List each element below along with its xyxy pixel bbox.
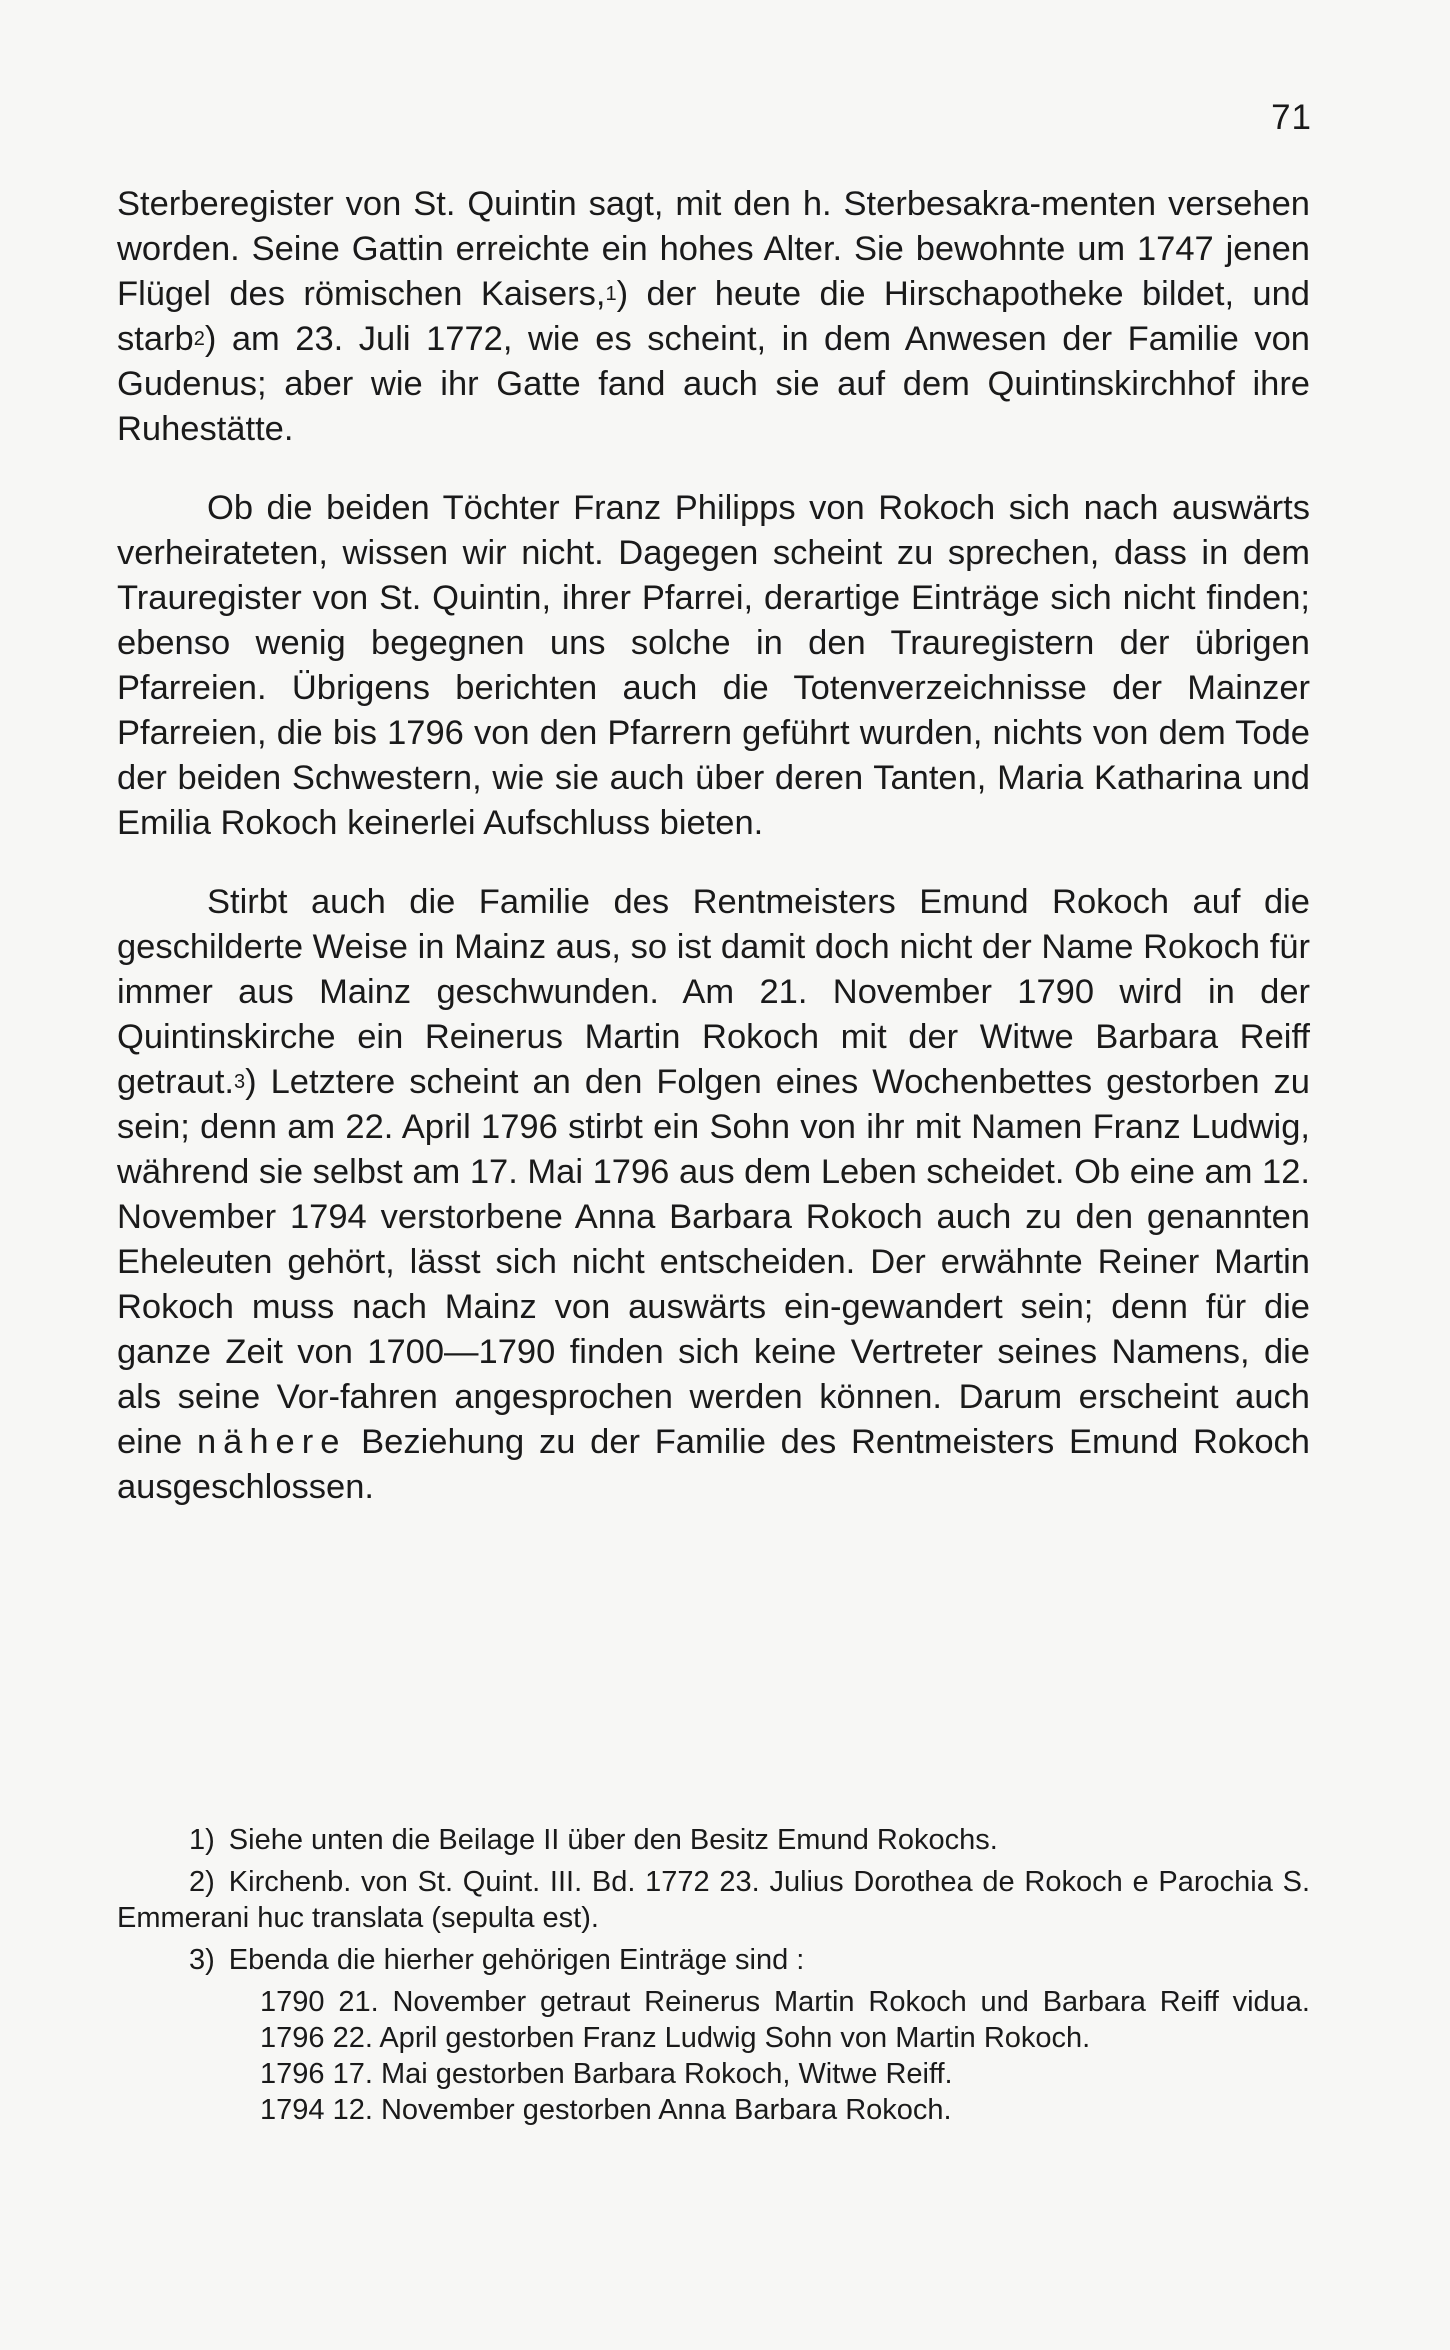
paragraph-1-text-c: ) am 23. Juli 1772, wie es scheint, in dem Anwesen der Familie von Gudenus; aber wie ihr Gatte fand auch sie auf dem Quintinskirchhof ihre Ruhestätte. xyxy=(117,320,1310,448)
footnote-ref-1: 1 xyxy=(605,283,617,305)
paragraph-3-text-a: Stirbt auch die Familie des Rentmeisters Emund Rokoch auf die geschilderte Weise in Mainz aus, so ist damit doch nicht der Name Rokoch für immer aus Mainz geschwunden. Am 21. November 1790 wird in der Quintinskirche ein Reinerus Martin Rokoch mit der Witwe Barbara Reiff getraut. xyxy=(117,883,1310,1101)
paragraph-3 xyxy=(117,880,1310,1510)
footnote-3 xyxy=(117,1942,1310,1978)
footnote-1-text: Siehe unten die Beilage II über den Besitz Emund Rokochs. xyxy=(228,1824,998,1856)
footnote-ref-2: 2 xyxy=(193,328,205,350)
paragraph-3-text-b: ) Letztere scheint an den Folgen eines Wochenbettes gestorben zu sein; denn am 22. April 1796 stirbt ein Sohn von ihr mit Namen Franz Ludwig, während sie selbst am 17. Mai 1796 aus dem Leben scheidet. Ob eine am 12. November 1794 verstorbene Anna Barbara Rokoch auch zu den genannten Eheleuten gehört, lässt sich nicht entscheiden. Der erwähnte Reiner Martin Rokoch muss nach Mainz von auswärts ein-gewandert sein; denn für die ganze Zeit von 1700—1790 finden sich keine Vertreter seines Namens, die als seine Vor-fahren angesprochen werden können. Darum erscheint auch eine xyxy=(117,1063,1310,1461)
footnote-3-text: Ebenda die hierher gehörigen Einträge sind : xyxy=(228,1944,805,1976)
body-text xyxy=(117,182,1310,1544)
footnote-1 xyxy=(117,1822,1310,1858)
emphasized-word: nähere xyxy=(196,1423,347,1461)
footnote-3-entries xyxy=(117,1984,1310,2128)
footnote-2 xyxy=(117,1864,1310,1936)
footnote-ref-3: 3 xyxy=(234,1071,246,1093)
footnote-2-number: 2) xyxy=(189,1866,215,1898)
footnote-3-entry: 1794 12. November gestorben Anna Barbara Rokoch. xyxy=(260,2094,952,2126)
footnote-3-entry: 1790 21. November getraut Reinerus Martin Rokoch und Barbara Reiff vidua. 1796 22. April gestorben Franz Ludwig Sohn von Martin Rokoch. xyxy=(260,1986,1310,2054)
paragraph-2: Ob die beiden Töchter Franz Philipps von Rokoch sich nach auswärts verheirateten, wissen wir nicht. Dagegen scheint zu sprechen, dass in dem Trauregister von St. Quintin, ihrer Pfarrei, derartige Einträge sich nicht finden; ebenso wenig begegnen uns solche in den Trauregistern der übrigen Pfarreien. Übrigens berichten auch die Totenverzeichnisse der Mainzer Pfarreien, die bis 1796 von den Pfarrern geführt wurden, nichts von dem Tode der beiden Schwestern, wie sie auch über deren Tanten, Maria Katharina und Emilia Rokoch keinerlei Aufschluss bieten. xyxy=(117,489,1310,842)
footnote-1-number: 1) xyxy=(189,1824,215,1856)
page-number: 71 xyxy=(1271,98,1312,137)
footnotes xyxy=(117,1822,1310,2128)
paragraph-1-text-b: ) der heute die Hirschapotheke bildet, und starb xyxy=(117,275,1310,358)
paragraph-3-text-c: Beziehung zu der Familie des Rentmeisters Emund Rokoch ausgeschlossen. xyxy=(117,1423,1310,1506)
footnote-3-number: 3) xyxy=(189,1944,215,1976)
footnote-3-entry: 1796 17. Mai gestorben Barbara Rokoch, Witwe Reiff. xyxy=(260,2058,953,2090)
paragraph-1-text-a: Sterberegister von St. Quintin sagt, mit den h. Sterbesakra-menten versehen worden. Seine Gattin erreichte ein hohes Alter. Sie bewohnte um 1747 jenen Flügel des römischen Kaisers, xyxy=(117,185,1310,313)
paragraph-1 xyxy=(117,182,1310,452)
footnote-2-text: Kirchenb. von St. Quint. III. Bd. 1772 23. Julius Dorothea de Rokoch e Parochia S. Emmerani huc translata (sepulta est). xyxy=(117,1866,1310,1934)
